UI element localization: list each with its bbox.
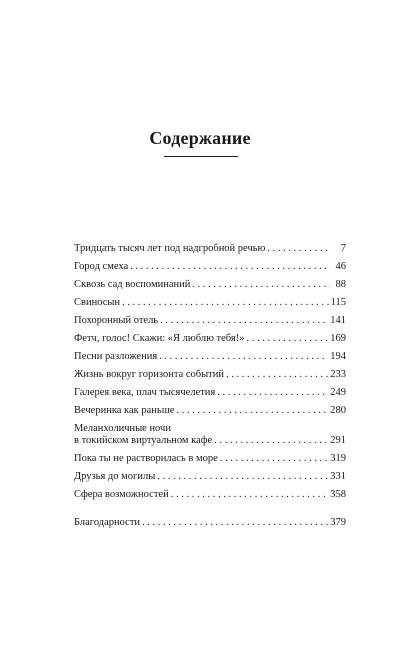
toc-entry bbox=[74, 255, 346, 273]
toc-entry-page: 379 bbox=[330, 517, 346, 528]
dot-leader bbox=[267, 243, 330, 255]
dot-leader bbox=[159, 351, 328, 363]
dot-leader bbox=[122, 297, 329, 309]
toc-entry-page: 7 bbox=[340, 243, 346, 254]
toc-entry-title: Сквозь сад воспоминаний bbox=[74, 279, 191, 290]
toc-entry bbox=[74, 309, 346, 327]
toc-entry bbox=[74, 399, 346, 417]
toc-entry bbox=[74, 447, 346, 465]
toc-entry bbox=[74, 327, 346, 345]
toc-entry-acknowledgements bbox=[74, 511, 346, 529]
dot-leader bbox=[192, 279, 330, 291]
toc-entry-page: 233 bbox=[330, 369, 346, 380]
dot-leader bbox=[130, 261, 330, 273]
toc-entry-title: Сфера возможностей bbox=[74, 489, 169, 500]
toc-entry-page: 291 bbox=[330, 435, 346, 446]
toc-entry-page: 169 bbox=[330, 333, 346, 344]
toc-entry-title: Тридцать тысяч лет под надгробной речью bbox=[74, 243, 266, 254]
toc-entry bbox=[74, 381, 346, 399]
toc-entry-page: 331 bbox=[330, 471, 346, 482]
toc-entry bbox=[74, 417, 346, 447]
dot-leader bbox=[142, 517, 328, 529]
toc-entry bbox=[74, 291, 346, 309]
toc-entry-title: Похоронный отель bbox=[74, 315, 159, 326]
toc-entry-title: Жизнь вокруг горизонта событий bbox=[74, 369, 224, 380]
toc-entry-page: 319 bbox=[330, 453, 346, 464]
toc-entry-page: 249 bbox=[330, 387, 346, 398]
dot-leader bbox=[157, 471, 328, 483]
dot-leader bbox=[220, 453, 328, 465]
toc-entry-page: 194 bbox=[330, 351, 346, 362]
dot-leader bbox=[246, 333, 328, 345]
dot-leader bbox=[171, 489, 329, 501]
toc-entry-page: 115 bbox=[330, 297, 346, 308]
dot-leader bbox=[214, 435, 328, 447]
toc-entry-title: Фетч, голос! Скажи: «Я люблю тебя!» bbox=[74, 333, 245, 344]
toc-entry bbox=[74, 483, 346, 501]
toc-entry-title: Вечеринка как раньше bbox=[74, 405, 175, 416]
toc-entry bbox=[74, 345, 346, 363]
toc-entry-page: 88 bbox=[335, 279, 346, 290]
page-title: Содержание bbox=[149, 128, 251, 148]
toc-entry-title: Город смеха bbox=[74, 261, 129, 272]
dot-leader bbox=[217, 387, 328, 399]
toc-entry-title: Песни разложения bbox=[74, 351, 158, 362]
title-divider bbox=[164, 156, 238, 157]
toc-entry bbox=[74, 237, 346, 255]
toc-entry-title: Меланхоличные ночи в токийском виртуальном кафе bbox=[74, 423, 213, 446]
table-of-contents bbox=[74, 237, 346, 529]
toc-entry bbox=[74, 273, 346, 291]
toc-entry bbox=[74, 465, 346, 483]
toc-entry-title: Галерея века, плач тысячелетия bbox=[74, 387, 216, 398]
toc-entry-page: 141 bbox=[330, 315, 346, 326]
toc-entry bbox=[74, 363, 346, 381]
toc-entry-title: Друзья до могилы bbox=[74, 471, 156, 482]
dot-leader bbox=[226, 369, 328, 381]
dot-leader bbox=[176, 405, 328, 417]
toc-entry-page: 46 bbox=[335, 261, 346, 272]
toc-entry-page: 358 bbox=[330, 489, 346, 500]
toc-entry-page: 280 bbox=[330, 405, 346, 416]
toc-entry-title: Свиносын bbox=[74, 297, 121, 308]
toc-entry-title: Пока ты не растворилась в море bbox=[74, 453, 218, 464]
toc-entry-title: Благодарности bbox=[74, 517, 141, 528]
dot-leader bbox=[160, 315, 328, 327]
